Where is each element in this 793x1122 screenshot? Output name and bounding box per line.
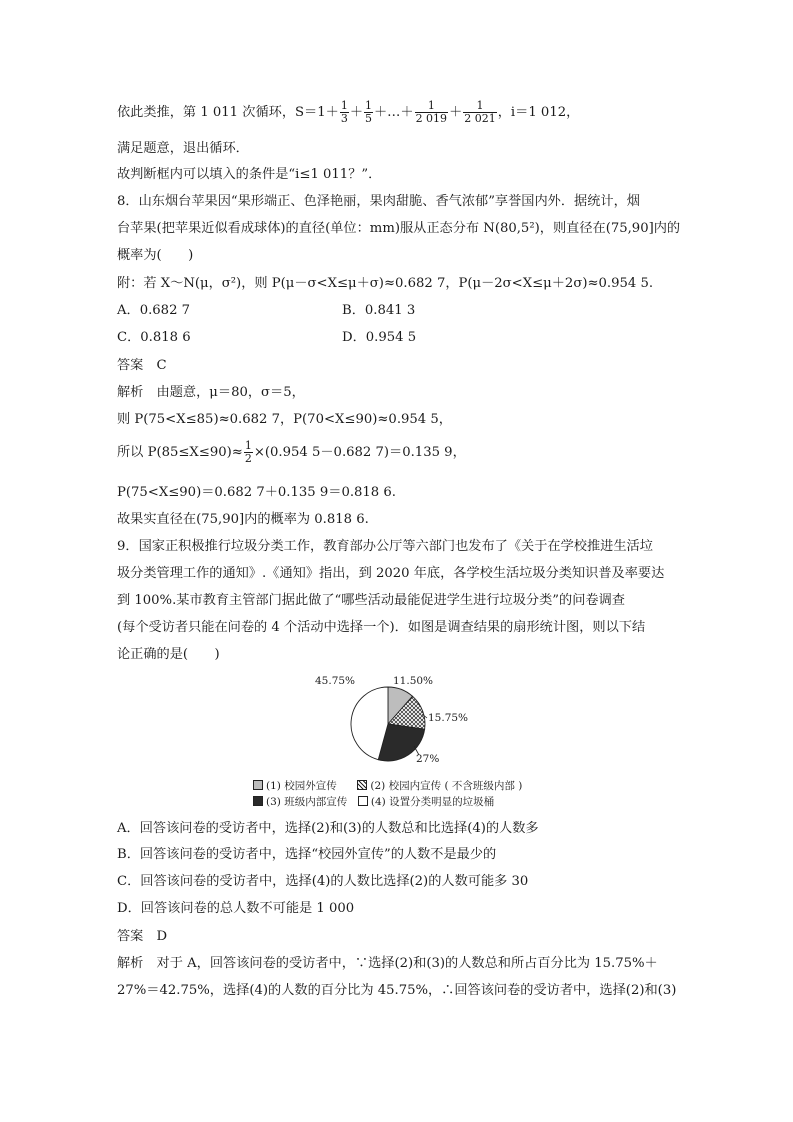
slice-label-4: 45.75%	[315, 675, 356, 687]
legend-item-3: (3) 班级内部宣传	[253, 796, 347, 808]
fraction-1-5: $\frac{1}{5}$	[365, 99, 372, 125]
fraction-1-2019: $\frac{1}{2 019}$	[415, 99, 448, 125]
slice-label-1: 11.50%	[393, 675, 434, 687]
q8-solution-fraction-line: 所以 P(85≤X≤90)≈ $\frac{1}{2}$ ×(0.954 5－0.682 7)＝0.135 9，	[117, 439, 466, 465]
legend-row-1	[253, 778, 522, 794]
question-9-stem: (每个受访者只能在问卷的 4 个活动中选择一个)．如图是调查结果的扇形统计图，则以下结	[117, 620, 646, 635]
question-8-note: 附：若 X～N(μ，σ²)，则 P(μ－σ<X≤μ＋σ)≈0.682 7，P(μ－2σ<X≤μ＋2σ)≈0.954 5.	[117, 276, 654, 291]
question-8-stem: 概率为( )	[117, 248, 194, 263]
q9-answer: 答案 D	[117, 929, 168, 944]
legend-row-2	[253, 794, 494, 810]
legend-swatch-dark	[253, 796, 263, 806]
question-9-stem: 到 100%.某市教育主管部门据此做了“哪些活动最能促进学生进行垃圾分类”的问卷调查	[117, 593, 625, 608]
q8-answer: 答案 C	[117, 358, 167, 373]
q9-solution: 解析 对于 A，回答该问卷的受访者中，∵选择(2)和(3)的人数总和所占百分比为 15.75%＋	[117, 956, 658, 971]
slice-label-2: 15.75%	[428, 712, 469, 724]
q9-solution: 27%＝42.75%，选择(4)的人数的百分比为 45.75%，∴回答该问卷的受访者中，选择(2)和(3)	[117, 983, 677, 998]
q8-solution: 则 P(75<X≤85)≈0.682 7，P(70<X≤90)≈0.954 5，	[117, 412, 452, 427]
q8-option-a: A．0.682 7	[117, 303, 191, 318]
question-9-stem: 9．国家正积极推行垃圾分类工作，教育部办公厅等六部门也发布了《关于在学校推进生活垃	[117, 539, 653, 554]
text-line: 故判断框内可以填入的条件是“i≤1 011？”．	[117, 167, 382, 182]
legend-swatch-white	[358, 796, 368, 806]
legend-swatch-hatch	[357, 780, 367, 790]
q8-option-d: D．0.954 5	[342, 330, 417, 345]
q9-option-a: A．回答该问卷的受访者中，选择(2)和(3)的人数总和比选择(4)的人数多	[117, 821, 539, 836]
question-9-stem: 圾分类管理工作的通知》.《通知》指出，到 2020 年底，各学校生活垃圾分类知识普及率要达	[117, 566, 665, 581]
loop-text-start: 依此类推，第 1 011 次循环，S＝1＋	[117, 105, 339, 120]
pie-chart	[315, 668, 530, 778]
fraction-1-2021: $\frac{1}{2 021}$	[464, 99, 496, 125]
text-line: 满足题意，退出循环．	[117, 141, 249, 156]
q8-solution: P(75<X≤90)＝0.682 7＋0.135 9＝0.818 6.	[117, 485, 396, 500]
legend-item-4: (4) 设置分类明显的垃圾桶	[358, 796, 494, 808]
loop-text-end: ，i＝1 012，	[497, 105, 580, 120]
legend-item-1: (1) 校园外宣传	[253, 780, 337, 792]
q9-option-d: D．回答该问卷的总人数不可能是 1 000	[117, 901, 355, 916]
q8-solution: 解析 由题意，μ＝80，σ＝5，	[117, 385, 305, 400]
legend-item-2: (2) 校园内宣传 ( 不含班级内部 )	[357, 780, 522, 792]
q8-option-c: C．0.818 6	[117, 330, 191, 345]
q9-option-c: C．回答该问卷的受访者中，选择(4)的人数比选择(2)的人数可能多 30	[117, 874, 529, 889]
question-8-stem: 8．山东烟台苹果因“果形端正、色泽艳丽，果肉甜脆、香气浓郁”享誉国内外．据统计，烟	[117, 194, 640, 209]
q8-solution: 故果实直径在(75,90]内的概率为 0.818 6.	[117, 512, 369, 527]
question-8-stem: 台苹果(把苹果近似看成球体)的直径(单位：mm)服从正态分布 N(80,5²)，则直径在(75,90]内的	[117, 221, 681, 236]
legend-swatch-gray	[253, 780, 263, 790]
slice-label-3: 27%	[416, 753, 440, 765]
question-9-stem: 论正确的是( )	[117, 647, 220, 662]
loop-line: 依此类推，第 1 011 次循环，S＝1＋ $\frac{1}{3}$ ＋ $\frac{1}{5}$ ＋…＋ $\frac{1}{2 019}$ ＋ $\frac{1}{2 021}$ ，i＝1 012，	[117, 99, 580, 125]
q9-option-b: B．回答该问卷的受访者中，选择“校园外宣传”的人数不是最少的	[117, 847, 497, 862]
fraction-1-2: $\frac{1}{2}$	[244, 439, 252, 465]
fraction-1-3: $\frac{1}{3}$	[340, 99, 348, 125]
q8-option-b: B．0.841 3	[342, 303, 416, 318]
